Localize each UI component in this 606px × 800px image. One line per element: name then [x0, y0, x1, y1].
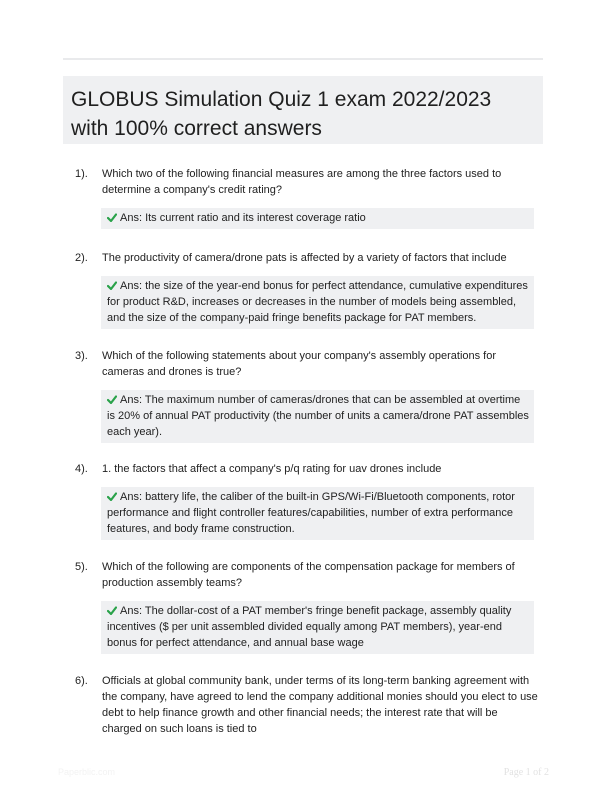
title-box [63, 76, 543, 144]
question-number: 4). [75, 463, 88, 475]
check-icon [107, 492, 117, 501]
question-number: 3). [75, 350, 88, 362]
question-text: Which two of the following financial measures are among the three factors used to determine a company's credit rating? [102, 168, 502, 196]
check-icon [107, 213, 117, 222]
check-icon [107, 395, 117, 404]
question-text: Officials at global community bank, under terms of its long-term banking agreement with the company, have agreed to lend the company additional monies should you elect to use debt to help finance growth and other financial needs; the interest rate that will be charged on such loans is tied to [102, 675, 538, 735]
question-number: 2). [75, 252, 88, 264]
question-text: Which of the following statements about your company's assembly operations for cameras and drones is true? [102, 350, 497, 378]
answer-box [101, 276, 534, 329]
title-line-1: GLOBUS Simulation Quiz 1 exam 2022/2023 [71, 88, 492, 111]
check-icon [107, 606, 117, 615]
page-title [71, 85, 535, 143]
top-divider [63, 58, 543, 60]
answer-text: Ans: battery life, the caliber of the built-in GPS/Wi-Fi/Bluetooth components, rotor performance and flight controller features/capabilities, number of extra performance features, and body frame construction. [107, 491, 515, 535]
answer-box [101, 601, 534, 654]
check-icon [107, 281, 117, 290]
answer-text: Ans: Its current ratio and its interest coverage ratio [120, 212, 366, 224]
answer-text: Ans: The dollar-cost of a PAT member's fringe benefit package, assembly quality incentives ($ per unit assembled divided equally among PAT members), year-end bonus for perfect attendance, and annual base wage [107, 605, 512, 649]
question-number: 1). [75, 168, 88, 180]
question-number: 5). [75, 561, 88, 573]
footer-watermark: Paperblic.com [58, 767, 116, 777]
question-number: 6). [75, 675, 88, 687]
page-number: Page 1 of 2 [503, 767, 549, 778]
answer-box [101, 487, 534, 540]
question-text: The productivity of camera/drone pats is affected by a variety of factors that include [102, 252, 507, 264]
answer-box [101, 390, 534, 443]
answer-text: Ans: The maximum number of cameras/drones that can be assembled at overtime is 20% of annual PAT productivity (the number of units a camera/drone PAT assembles each year). [107, 394, 529, 438]
answer-text: Ans: the size of the year-end bonus for perfect attendance, cumulative expenditures for product R&D, increases or decreases in the number of models being assembled, and the size of the company-paid fringe benefits package for PAT members. [107, 280, 528, 324]
question-text: Which of the following are components of the compensation package for members of production assembly teams? [102, 561, 515, 589]
title-line-2: with 100% correct answers [71, 117, 322, 140]
question-text: 1. the factors that affect a company's p/q rating for uav drones include [102, 463, 442, 475]
answer-box [101, 208, 534, 229]
